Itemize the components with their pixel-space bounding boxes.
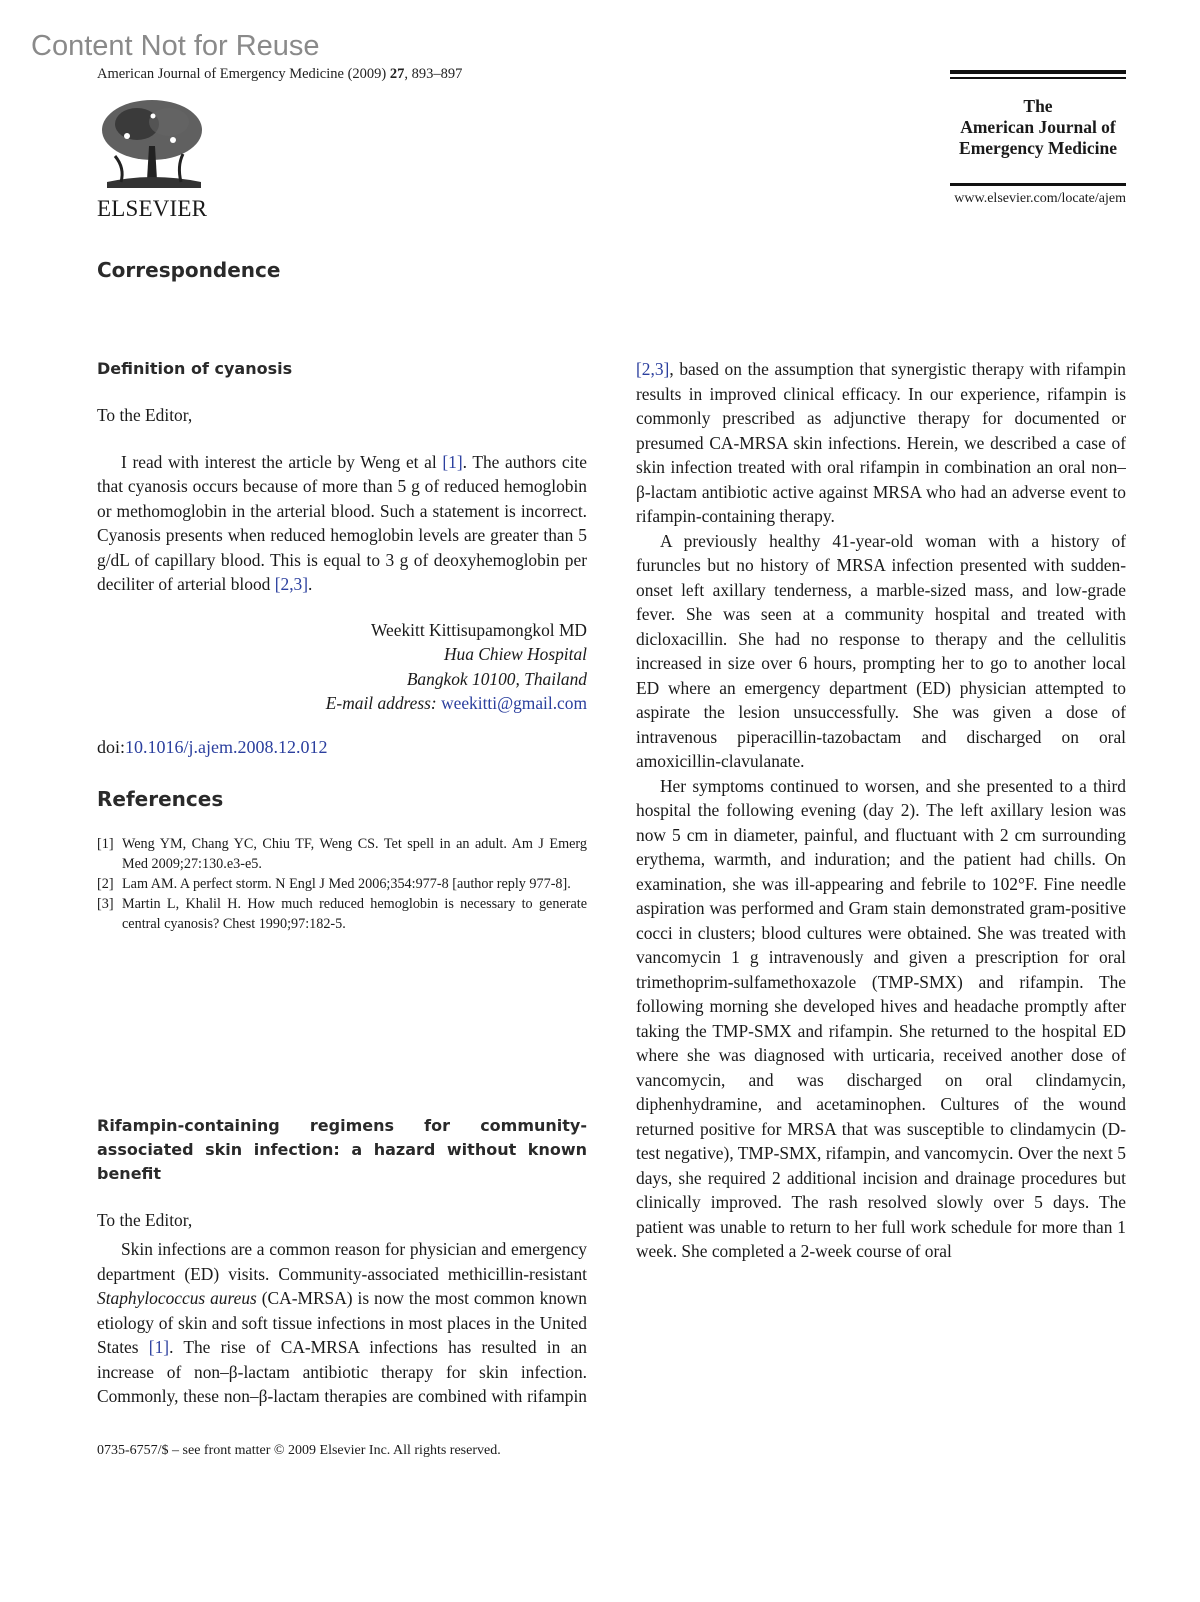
letter1-signature [97, 618, 587, 716]
masthead-bottom-rule [950, 183, 1126, 186]
reference-text: Lam AM. A perfect storm. N Engl J Med 2006;354:977-8 [author reply 977-8]. [122, 875, 571, 892]
reference-number: [2] [97, 875, 114, 892]
right-column [636, 357, 1126, 1412]
letter2-text: , based on the assumption that synergistic therapy with rifampin results in improved clinical efficacy. In our experience, rifampin is commonly prescribed as adjunctive therapy for documented or presumed CA-MRSA skin infections. Herein, we described a case of skin infection treated with oral rifampin in combination an oral non–β-lactam antibiotic active against MRSA who had an adverse event to rifampin-containing therapy. [636, 359, 1126, 526]
journal-citation-line [97, 66, 462, 83]
reference-item [97, 834, 587, 874]
email-label: E-mail address: [325, 693, 442, 713]
reference-item [97, 894, 587, 934]
publisher-name: ELSEVIER [97, 196, 208, 221]
doi-line [97, 735, 587, 760]
author-email-line [97, 691, 587, 716]
letter2-text: (CA-MRSA) is now the most common known etiology of skin and soft tissue infections in most places in the United States [97, 1288, 587, 1357]
left-column [97, 357, 587, 934]
author-city: Bangkok 10100, Thailand [406, 668, 587, 689]
left-column-letter2 [97, 1114, 587, 1233]
masthead-top-rule [950, 70, 1126, 74]
letter2-text: . The rise of CA-MRSA infections has resulted in an increase of non–β-lactam antibiotic therapy for skin infection. Commonly, these non–β-lactam therapies are combined with rifampin [97, 1337, 587, 1406]
email-link[interactable]: weekitti@gmail.com [441, 693, 587, 713]
references-list [97, 834, 587, 934]
species-name: Staphylococcus aureus [97, 1288, 257, 1308]
masthead-line: American Journal of [960, 117, 1116, 137]
letter1-body-text: I read with interest the article by Weng et al [121, 451, 443, 472]
citation-link[interactable]: [2,3] [636, 359, 670, 379]
masthead-top-rule-thin [950, 77, 1126, 79]
watermark: Content Not for Reuse [31, 30, 320, 62]
reference-number: [3] [97, 895, 114, 912]
doi-link[interactable]: 10.1016/j.ajem.2008.12.012 [125, 736, 328, 757]
reference-text: Weng YM, Chang YC, Chiu TF, Weng CS. Tet spell in an adult. Am J Emerg Med 2009;27:130.e3-e5. [122, 835, 587, 872]
journal-pages: , 893–897 [404, 66, 463, 82]
journal-url[interactable]: www.elsevier.com/locate/ajem [954, 191, 1126, 206]
letter2-text: Skin infections are a common reason for physician and emergency department (ED) visits. Community-associated methicillin-resistant [97, 1239, 587, 1284]
journal-masthead [950, 96, 1126, 159]
letter2-salutation: To the Editor, [97, 1210, 193, 1230]
letter2-paragraph-3: Her symptoms continued to worsen, and she presented to a third hospital the following evening (day 2). The left axillary lesion was now 5 cm in diameter, painful, and fluctuant with 2 cm surrounding erythema, warmth, and induration; and the patient had chills. On examination, she was ill-appearing and febrile to 102°F. Fine needle aspiration was performed and Gram stain demonstrated gram-positive cocci in clusters; blood cultures were obtained. She was treated with vancomycin 1 g intravenously and given a prescription for oral trimethoprim-sulfamethoxazole (TMP-SMX) and rifampin. The following morning she developed hives and headache promptly after taking the TMP-SMX and rifampin. She returned to the hospital ED where she was diagnosed with urticaria, received another dose of vancomycin, and was discharged on oral clindamycin, diphenhydramine, and acetaminophen. Cultures of the wound returned positive for MRSA that was susceptible to clindamycin (D-test negative), TMP-SMX, rifampin, and vancomycin. Over the next 5 days, she required 2 additional incision and drainage procedures but clinically improved. The rash resolved slowly over 5 days. The patient was unable to return to her full work schedule for more than 1 week. She completed a 2-week course of oral [636, 775, 1126, 1261]
copyright-footer: 0735-6757/$ – see front matter © 2009 Elsevier Inc. All rights reserved. [97, 1443, 501, 1458]
author-affiliation: Hua Chiew Hospital [444, 644, 587, 664]
author-name: Weekitt Kittisupamongkol MD [371, 619, 587, 640]
citation-link[interactable]: [2,3] [274, 574, 309, 594]
citation-link[interactable]: [1] [442, 451, 463, 472]
letter1-body [97, 450, 587, 597]
section-title: Correspondence [97, 258, 281, 282]
citation-link[interactable]: [1] [148, 1337, 170, 1357]
letter1-body-text: . The authors cite that cyanosis occurs because of more than 5 g of reduced hemoglobin or methomoglobin in the arterial blood. Such a statement is incorrect. Cyanosis presents when reduced hemoglobin levels are greater than 5 g/dL of capillary blood. This is equal to 3 g of deoxyhemoglobin per deciliter of arterial blood [97, 451, 587, 594]
elsevier-tree-logo-icon [97, 96, 207, 192]
letter2-paragraph-2: A previously healthy 41-year-old woman with a history of furuncles but no history of MRSA infection presented with sudden-onset left axillary tenderness, a marble-sized mass, and low-grade fever. She was seen at a community hospital and treated with dicloxacillin. She had no response to therapy and the cellulitis increased in size over 6 hours, prompting her to go to another local ED where an emergency department (ED) physician attempted to aspirate the lesion unsuccessfully. She was given a dose of intravenous piperacillin-tazobactam and discharged on oral amoxicillin-clavulanate. [636, 530, 1126, 771]
masthead-line: The [1023, 96, 1053, 116]
letter2-continuation [636, 357, 1126, 1264]
reference-item [97, 874, 587, 894]
references-title: References [97, 787, 224, 811]
reference-number: [1] [97, 835, 114, 852]
journal-volume: 27 [389, 66, 405, 82]
letter1-title: Definition of cyanosis [97, 359, 293, 378]
doi-label: doi: [97, 736, 126, 757]
letter1-body-text: . [308, 574, 313, 594]
letter2-title: Rifampin-containing regimens for community-associated skin infection: a hazard without known benefit [97, 1116, 587, 1183]
letter2-paragraph-1 [97, 1237, 587, 1409]
masthead-line: Emergency Medicine [959, 138, 1117, 158]
letter2-body-left [97, 1237, 587, 1409]
letter1-salutation: To the Editor, [97, 405, 193, 425]
journal-citation-prefix: American Journal of Emergency Medicine (2009) [97, 66, 390, 82]
letter2-paragraph-1-cont [636, 357, 1126, 529]
reference-text: Martin L, Khalil H. How much reduced hemoglobin is necessary to generate central cyanosis? Chest 1990;97:182-5. [122, 895, 587, 932]
